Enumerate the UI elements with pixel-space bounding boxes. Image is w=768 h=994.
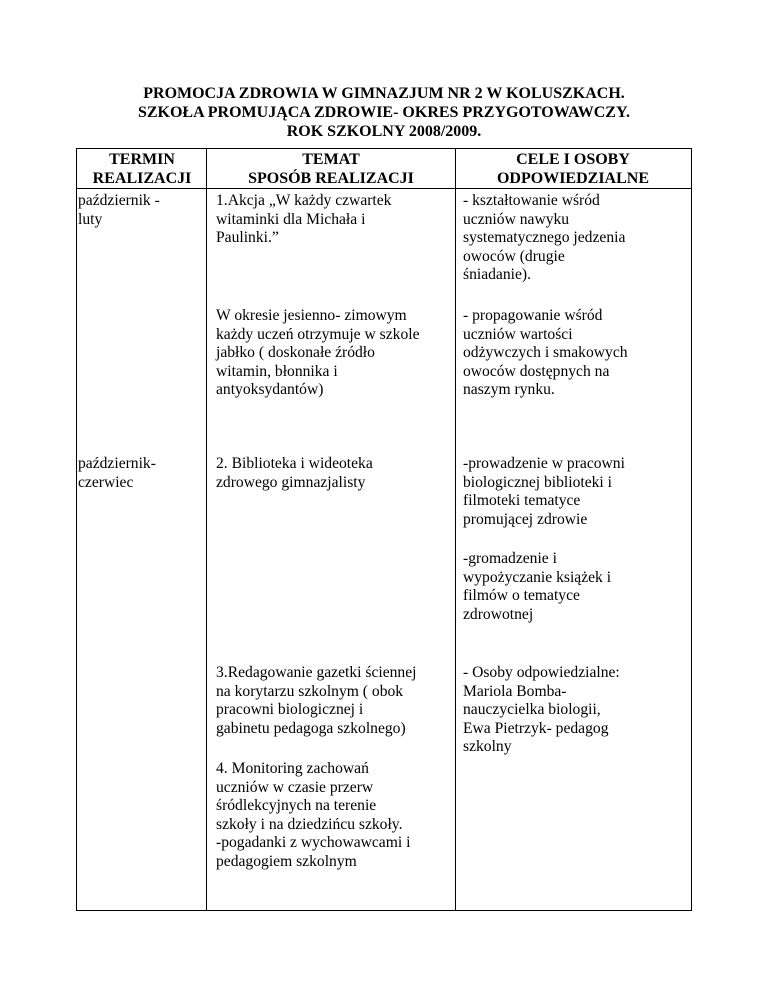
title-line-2: SZKOŁA PROMUJĄCA ZDROWIE- OKRES PRZYGOTOWAWCZY. [137, 104, 631, 121]
column-divider-1 [206, 148, 207, 911]
row2-termin: październik- czerwiec [78, 455, 156, 491]
row3-cele: - Osoby odpowiedzialne: Mariola Bomba- nauczycielka biologii, Ewa Pietrzyk- pedagog szkolny [463, 664, 620, 756]
row2-temat: 2. Biblioteka i wideoteka zdrowego gimnazjalisty [216, 455, 373, 491]
row1-termin: październik - luty [78, 192, 160, 228]
row2-cele: -prowadzenie w pracowni biologicznej biblioteki i filmoteki tematyce promującej zdrowie [463, 455, 625, 528]
table-border-left [76, 148, 77, 911]
header-cele: CELE I OSOBY ODPOWIEDZIALNE [496, 151, 650, 187]
row1-temat-detail: W okresie jesienno- zimowym każdy uczeń otrzymuje w szkole jabłko ( doskonałe źródło witamin, błonnika i antyoksydantów) [216, 307, 420, 399]
row1-temat: 1.Akcja „W każdy czwartek witaminki dla Michała i Paulinki.” [216, 192, 392, 247]
column-divider-2 [455, 148, 456, 911]
document-title [0, 84, 768, 141]
schedule-table [76, 148, 692, 910]
header-termin: TERMIN REALIZACJI [92, 151, 192, 187]
row1-cele-detail: - propagowanie wśród uczniów wartości odżywczych i smakowych owoców dostępnych na naszym rynku. [463, 307, 628, 399]
row1-cele: - kształtowanie wśród uczniów nawyku systematycznego jedzenia owoców (drugie śniadanie). [463, 192, 626, 284]
title-line-3: ROK SZKOLNY 2008/2009. [286, 123, 482, 140]
title-line-1: PROMOCJA ZDROWIA W GIMNAZJUM NR 2 W KOLUSZKACH. [143, 85, 625, 102]
row3-temat: 3.Redagowanie gazetki ściennej na korytarzu szkolnym ( obok pracowni biologicznej i gabinetu pedagoga szkolnego) [216, 664, 417, 737]
header-temat: TEMAT SPOSÓB REALIZACJI [248, 151, 414, 187]
table-border-top [76, 148, 692, 149]
row4-temat: 4. Monitoring zachowań uczniów w czasie przerw śródlekcyjnych na terenie szkoły i na dziedzińcu szkoły. -pogadanki z wychowawcami i pedagogiem szkolnym [216, 760, 411, 870]
table-border-bottom [76, 910, 692, 911]
table-header-divider [76, 188, 692, 189]
table-border-right [691, 148, 692, 911]
row2-cele-detail: -gromadzenie i wypożyczanie książek i filmów o tematyce zdrowotnej [463, 550, 612, 623]
